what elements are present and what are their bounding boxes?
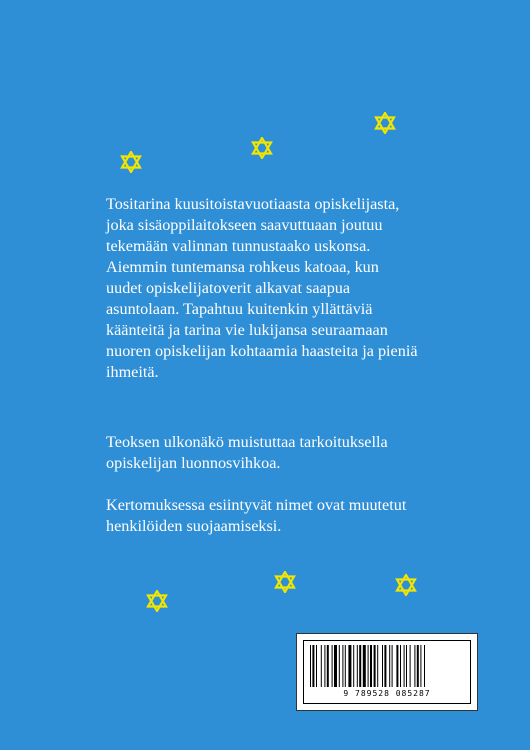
blurb-paragraph-appearance: Teoksen ulkonäkö muistuttaa tarkoituksella opiskelijan luonnosvihkoa. — [106, 433, 388, 472]
star-of-david-icon — [120, 151, 142, 173]
star-of-david-icon — [251, 137, 273, 159]
star-of-david-icon — [395, 574, 417, 596]
star-of-david-icon — [374, 112, 396, 134]
blurb-paragraph-story: Tositarina kuusitoistavuotiaasta opiskelijasta, joka sisäoppilaitokseen saavuttuaan joutuu tekemään valinnan tunnustaako uskonsa. Aiemmin tuntemansa rohkeus katoaa, kun uudet opiskelijatoverit alkavat saapua asuntolaan. Tapahtuu kuitenkin yllättäviä käänteitä ja tarina vie lukijansa seuraamaan nuoren opiskelijan kohtaamia haasteita ja pieniä ihmeitä. — [106, 195, 418, 381]
barcode-frame — [303, 640, 471, 704]
barcode-digits: 9 789528 085287 — [343, 689, 431, 698]
star-of-david-icon — [146, 590, 168, 612]
isbn-barcode — [296, 633, 478, 711]
barcode-bars — [310, 645, 464, 687]
star-of-david-icon — [274, 571, 296, 593]
blurb-paragraph-names-note: Kertomuksessa esiintyvät nimet ovat muutetut henkilöiden suojaamiseksi. — [106, 496, 407, 535]
